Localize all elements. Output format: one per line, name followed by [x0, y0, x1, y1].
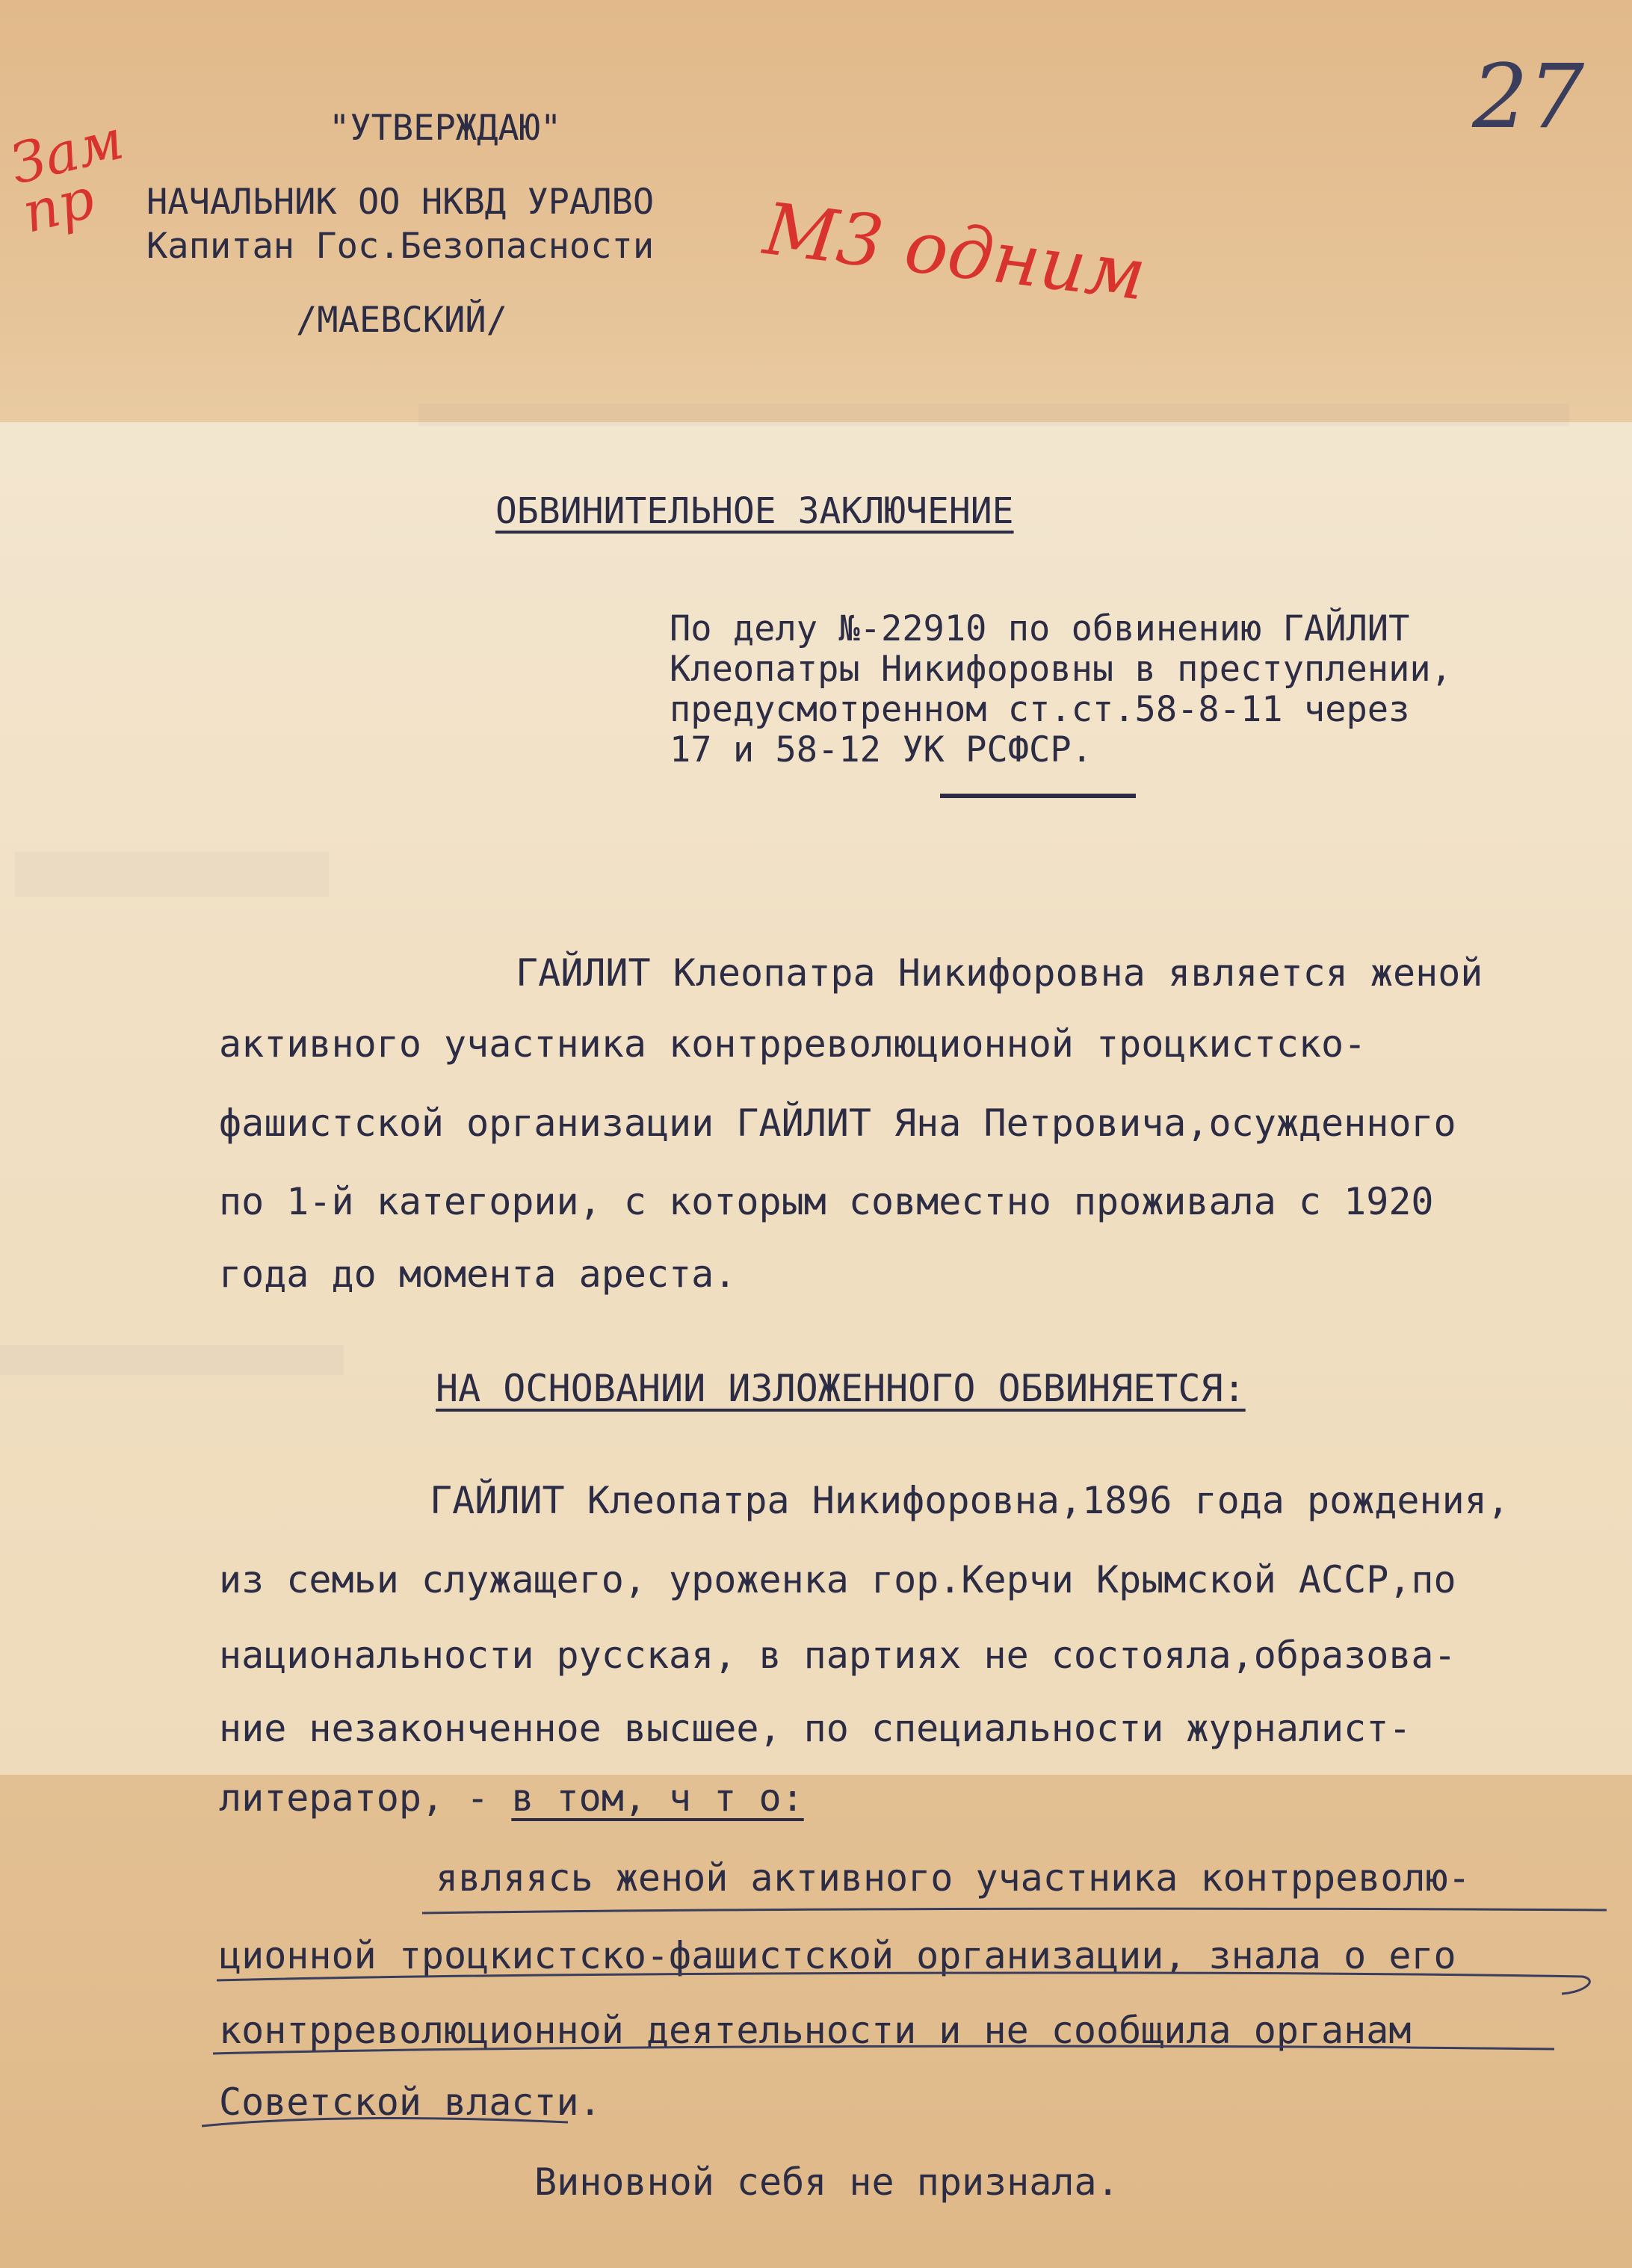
paragraph-3-line: ционной троцкистско-фашистской организации, знала о его — [219, 1934, 1456, 1977]
paragraph-2-line: ГАЙЛИТ Клеопатра Никифоровна,1896 года рождения, — [430, 1479, 1509, 1522]
approval-rank: Капитан Гос.Безопасности — [146, 226, 655, 267]
case-info-line: По делу №-22910 по обвинению ГАЙЛИТ — [670, 608, 1410, 649]
page-number: 27 — [1472, 45, 1585, 148]
approval-header: "УТВЕРЖДАЮ" — [329, 108, 562, 149]
document-title: ОБВИНИТЕЛЬНОЕ ЗАКЛЮЧЕНИЕ — [495, 490, 1014, 532]
paragraph-2-line: национальности русская, в партиях не состояла,образова- — [219, 1634, 1456, 1677]
resolution-red: М3 одним — [759, 187, 1151, 317]
paragraph-1-line: фашистской организации ГАЙЛИТ Яна Петровича,осужденного — [219, 1101, 1456, 1145]
approval-position: НАЧАЛЬНИК ОО НКВД УРАЛВО — [146, 182, 655, 223]
section-heading: НА ОСНОВАНИИ ИЗЛОЖЕННОГО ОБВИНЯЕТСЯ: — [436, 1367, 1246, 1410]
paragraph-1-line: ГАЙЛИТ Клеопатра Никифоровна является женой — [516, 951, 1483, 995]
paragraph-1-line: года до момента ареста. — [219, 1252, 737, 1296]
paragraph-2-line: из семьи служащего, уроженка гор.Керчи Крымской АССР,по — [219, 1558, 1456, 1601]
paragraph-1-line: активного участника контрреволюционной троцкистско- — [219, 1022, 1367, 1066]
case-info-line: 17 и 58-12 УК РСФСР. — [670, 729, 1092, 770]
paragraph-3-line: Советской власти. — [219, 2080, 602, 2124]
paragraph-3-line: являясь женой активного участника контрреволю- — [436, 1856, 1471, 1900]
margin-note-red: Зам пр — [4, 107, 130, 246]
pen-underline — [217, 1973, 1589, 1994]
pen-underline — [202, 2119, 568, 2126]
closing-line: Виновной себя не признала. — [534, 2160, 1119, 2204]
paragraph-3-line: контрреволюционной деятельности и не сообщила органам — [219, 2009, 1412, 2052]
approval-signatory: /МАЕВСКИЙ/ — [296, 300, 507, 341]
paragraph-2-line-start: литератор, - — [219, 1776, 512, 1820]
case-info-line: предусмотренном ст.ст.58-8-11 через — [670, 689, 1410, 730]
paragraph-1-line: по 1-й категории, с которым совместно проживала с 1920 — [219, 1180, 1434, 1223]
case-info-line: Клеопатры Никифоровны в преступлении, — [670, 649, 1452, 690]
pen-underline — [213, 2046, 1554, 2054]
charge-phrase: в том, ч т о: — [511, 1776, 804, 1820]
paragraph-2-line: ние незаконченное высшее, по специальности журналист- — [219, 1707, 1412, 1750]
pen-underline — [422, 1909, 1607, 1913]
